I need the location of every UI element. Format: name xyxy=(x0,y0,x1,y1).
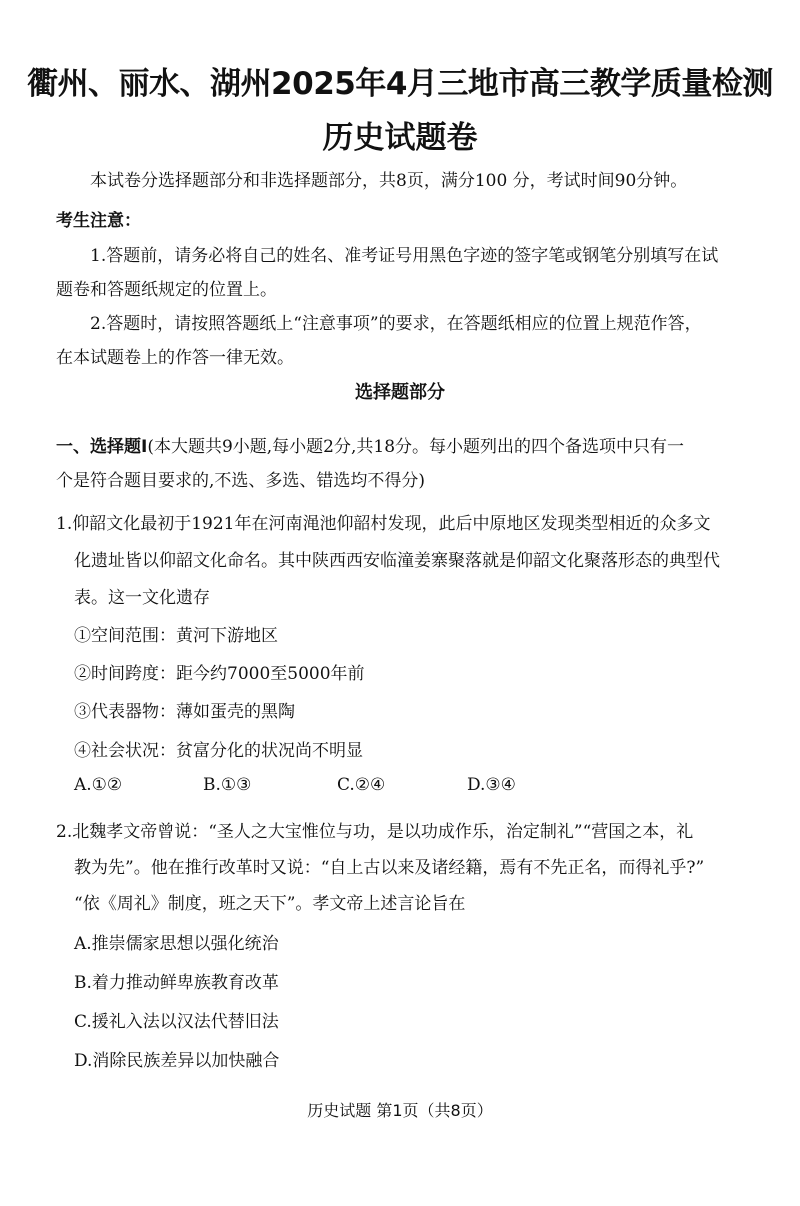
q2-option-c: C.援礼入法以汉法代替旧法 xyxy=(74,1012,279,1032)
q1-stem-line-2: 化遗址皆以仰韶文化命名。其中陕西西安临潼姜寨聚落就是仰韶文化聚落形态的典型代 xyxy=(74,551,720,571)
q2-stem-line-2: 教为先”。他在推行改革时又说：“自上古以来及诸经籍，焉有不先正名，而得礼乎?” xyxy=(74,858,705,878)
q1-statement-3: ③代表器物：薄如蛋壳的黑陶 xyxy=(74,702,295,722)
page-footer: 历史试题 第1页（共8页） xyxy=(307,1101,493,1120)
notice-heading: 考生注意： xyxy=(56,211,141,231)
q1-statement-4: ④社会状况：贫富分化的状况尚不明显 xyxy=(74,741,363,761)
q2-option-d: D.消除民族差异以加快融合 xyxy=(74,1051,280,1071)
q1-option-b: B.①③ xyxy=(203,775,252,795)
exam-subtitle: 历史试题卷 xyxy=(322,120,478,156)
part1-description-line-2: 个是符合题目要求的,不选、多选、错选均不得分) xyxy=(56,471,426,491)
part1-description: (本大题共9小题,每小题2分,共18分。每小题列出的四个备选项中只有一 xyxy=(147,437,685,457)
q1-stem-line-3: 表。这一文化遗存 xyxy=(74,588,210,608)
q2-option-a: A.推崇儒家思想以强化统治 xyxy=(74,934,279,954)
q1-stem-line-1: 1.仰韶文化最初于1921年在河南渑池仰韶村发现，此后中原地区发现类型相近的众多文 xyxy=(56,514,711,534)
exam-intro: 本试卷分选择题部分和非选择题部分，共8页，满分100 分，考试时间90分钟。 xyxy=(90,171,688,191)
q1-option-c: C.②④ xyxy=(337,775,386,795)
q2-stem-line-1: 2.北魏孝文帝曾说：“圣人之大宝惟位与功，是以功成作乐，治定制礼”“营国之本，礼 xyxy=(56,822,694,842)
notice-item-1-line-1: 1.答题前，请务必将自己的姓名、准考证号用黑色字迹的签字笔或钢笔分别填写在试 xyxy=(90,246,719,266)
section-title: 选择题部分 xyxy=(355,382,445,403)
notice-item-2-line-1: 2.答题时，请按照答题纸上“注意事项”的要求，在答题纸相应的位置上规范作答， xyxy=(90,314,702,334)
exam-title: 衢州、丽水、湖州2025年4月三地市高三教学质量检测 xyxy=(27,66,773,102)
q1-option-a: A.①② xyxy=(74,775,123,795)
notice-item-1-line-2: 题卷和答题纸规定的位置上。 xyxy=(56,280,277,300)
q2-option-b: B.着力推动鲜卑族教育改革 xyxy=(74,973,279,993)
q2-stem-line-3: “依《周礼》制度，班之天下”。孝文帝上述言论旨在 xyxy=(74,894,466,914)
part1-heading-line xyxy=(56,432,684,457)
q1-statement-2: ②时间跨度：距今约7000至5000年前 xyxy=(74,664,365,684)
q1-option-d: D.③④ xyxy=(467,775,516,795)
q1-statement-1: ①空间范围：黄河下游地区 xyxy=(74,626,278,646)
notice-item-2-line-2: 在本试题卷上的作答一律无效。 xyxy=(56,348,294,368)
part1-heading: 一、选择题Ⅰ xyxy=(56,437,148,457)
